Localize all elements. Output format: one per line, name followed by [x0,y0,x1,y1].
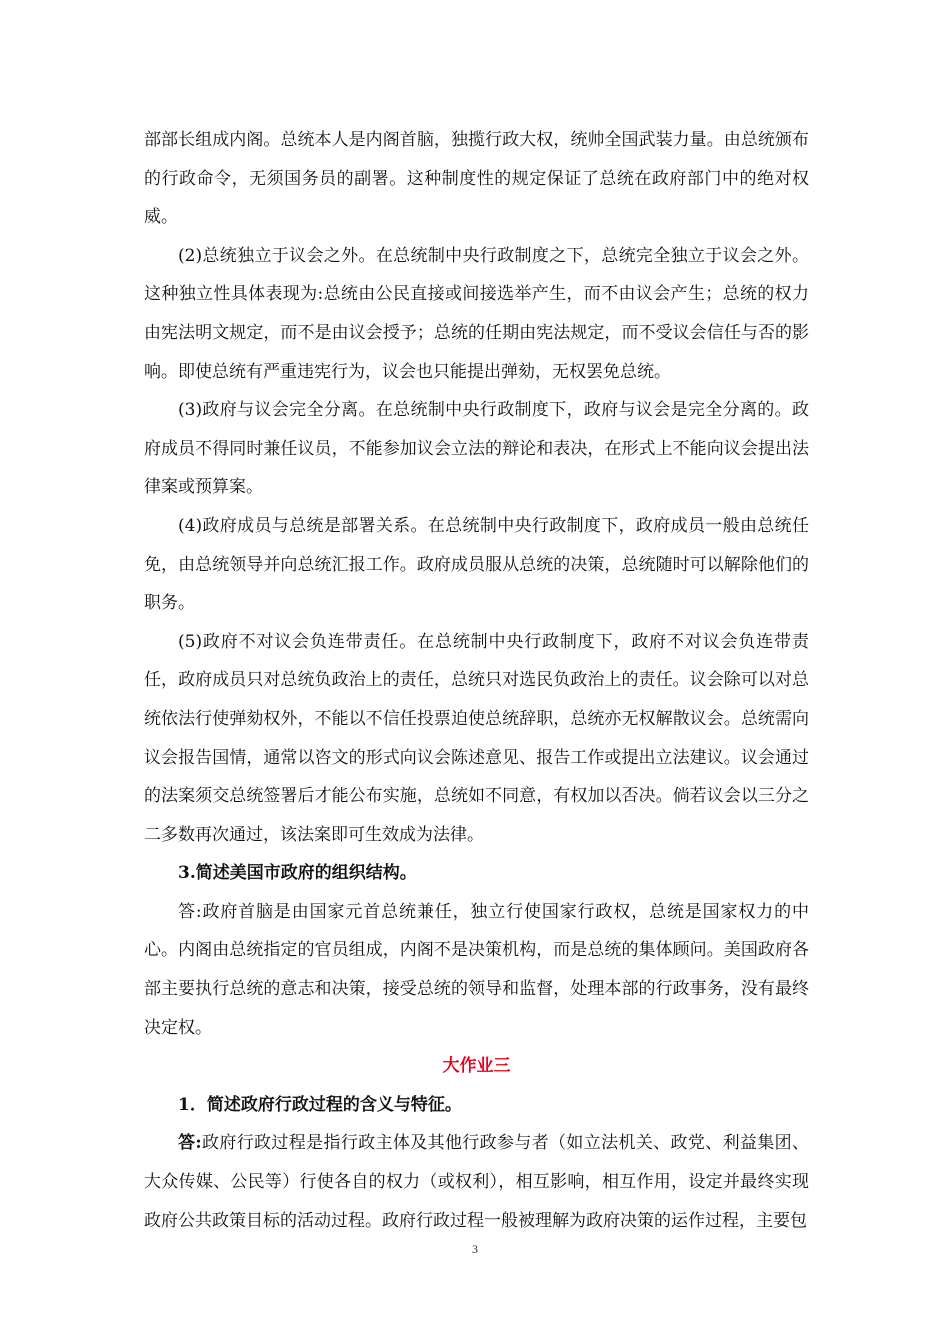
paragraph-point-5: (5)政府不对议会负连带责任。在总统制中央行政制度下，政府不对议会负连带责任，政府成员只对总统负政治上的责任，总统只对选民负政治上的责任。议会除可以对总统依法行使弹劾权外，不能以不信任投票迫使总统辞职，总统亦无权解散议会。总统需向议会报告国情，通常以咨文的形式向议会陈述意见、报告工作或提出立法建议。议会通过的法案须交总统签署后才能公布实施，总统如不同意，有权加以否决。倘若议会以三分之二多数再次通过，该法案即可生效成为法律。 [144,631,809,845]
paragraph-point-4: (4)政府成员与总统是部署关系。在总统制中央行政制度下，政府成员一般由总统任免，由总统领导并向总统汇报工作。政府成员服从总统的决策，总统随时可以解除他们的职务。 [144,515,809,614]
section-heading: 大作业三 [442,1056,511,1077]
page-number: 3 [472,1242,478,1256]
document-body [144,121,809,1240]
paragraph-point-2: (2)总统独立于议会之外。在总统制中央行政制度之下，总统完全独立于议会之外。这种独立性具体表现为:总统由公民直接或间接选举产生，而不由议会产生；总统的权力由宪法明文规定，而不是由议会授予；总统的任期由宪法规定，而不受议会信任与否的影响。即使总统有严重违宪行为，议会也只能提出弹劾，无权罢免总统。 [144,245,809,382]
answer-1-paragraph [144,1124,809,1240]
question-1-heading: 1．简述政府行政过程的含义与特征。 [178,1094,462,1115]
answer-1-text: 政府行政过程是指行政主体及其他行政参与者（如立法机关、政党、利益集团、大众传媒、公民等）行使各自的权力（或权利），相互影响，相互作用，设定并最终实现政府公共政策目标的活动过程。政府行政过程一般被理解为政府决策的运作过程，主要包 [144,1133,810,1231]
answer-3-paragraph: 答:政府首脑是由国家元首总统兼任，独立行使国家行政权，总统是国家权力的中心。内阁由总统指定的官员组成，内阁不是决策机构，而是总统的集体顾问。美国政府各部主要执行总统的意志和决策，接受总统的领导和监督，处理本部的行政事务，没有最终决定权。 [144,901,809,1038]
paragraph-cabinet-continuation: 部部长组成内阁。总统本人是内阁首脑，独揽行政大权，统帅全国武装力量。由总统颁布的行政命令，无须国务员的副署。这种制度性的规定保证了总统在政府部门中的绝对权威。 [144,130,809,228]
answer-1-label: 答: [178,1133,202,1154]
question-3-heading: 3.简述美国市政府的组织结构。 [178,863,417,884]
paragraph-point-3: (3)政府与议会完全分离。在总统制中央行政制度下，政府与议会是完全分离的。政府成员不得同时兼任议员，不能参加议会立法的辩论和表决，在形式上不能向议会提出法律案或预算案。 [144,400,809,498]
